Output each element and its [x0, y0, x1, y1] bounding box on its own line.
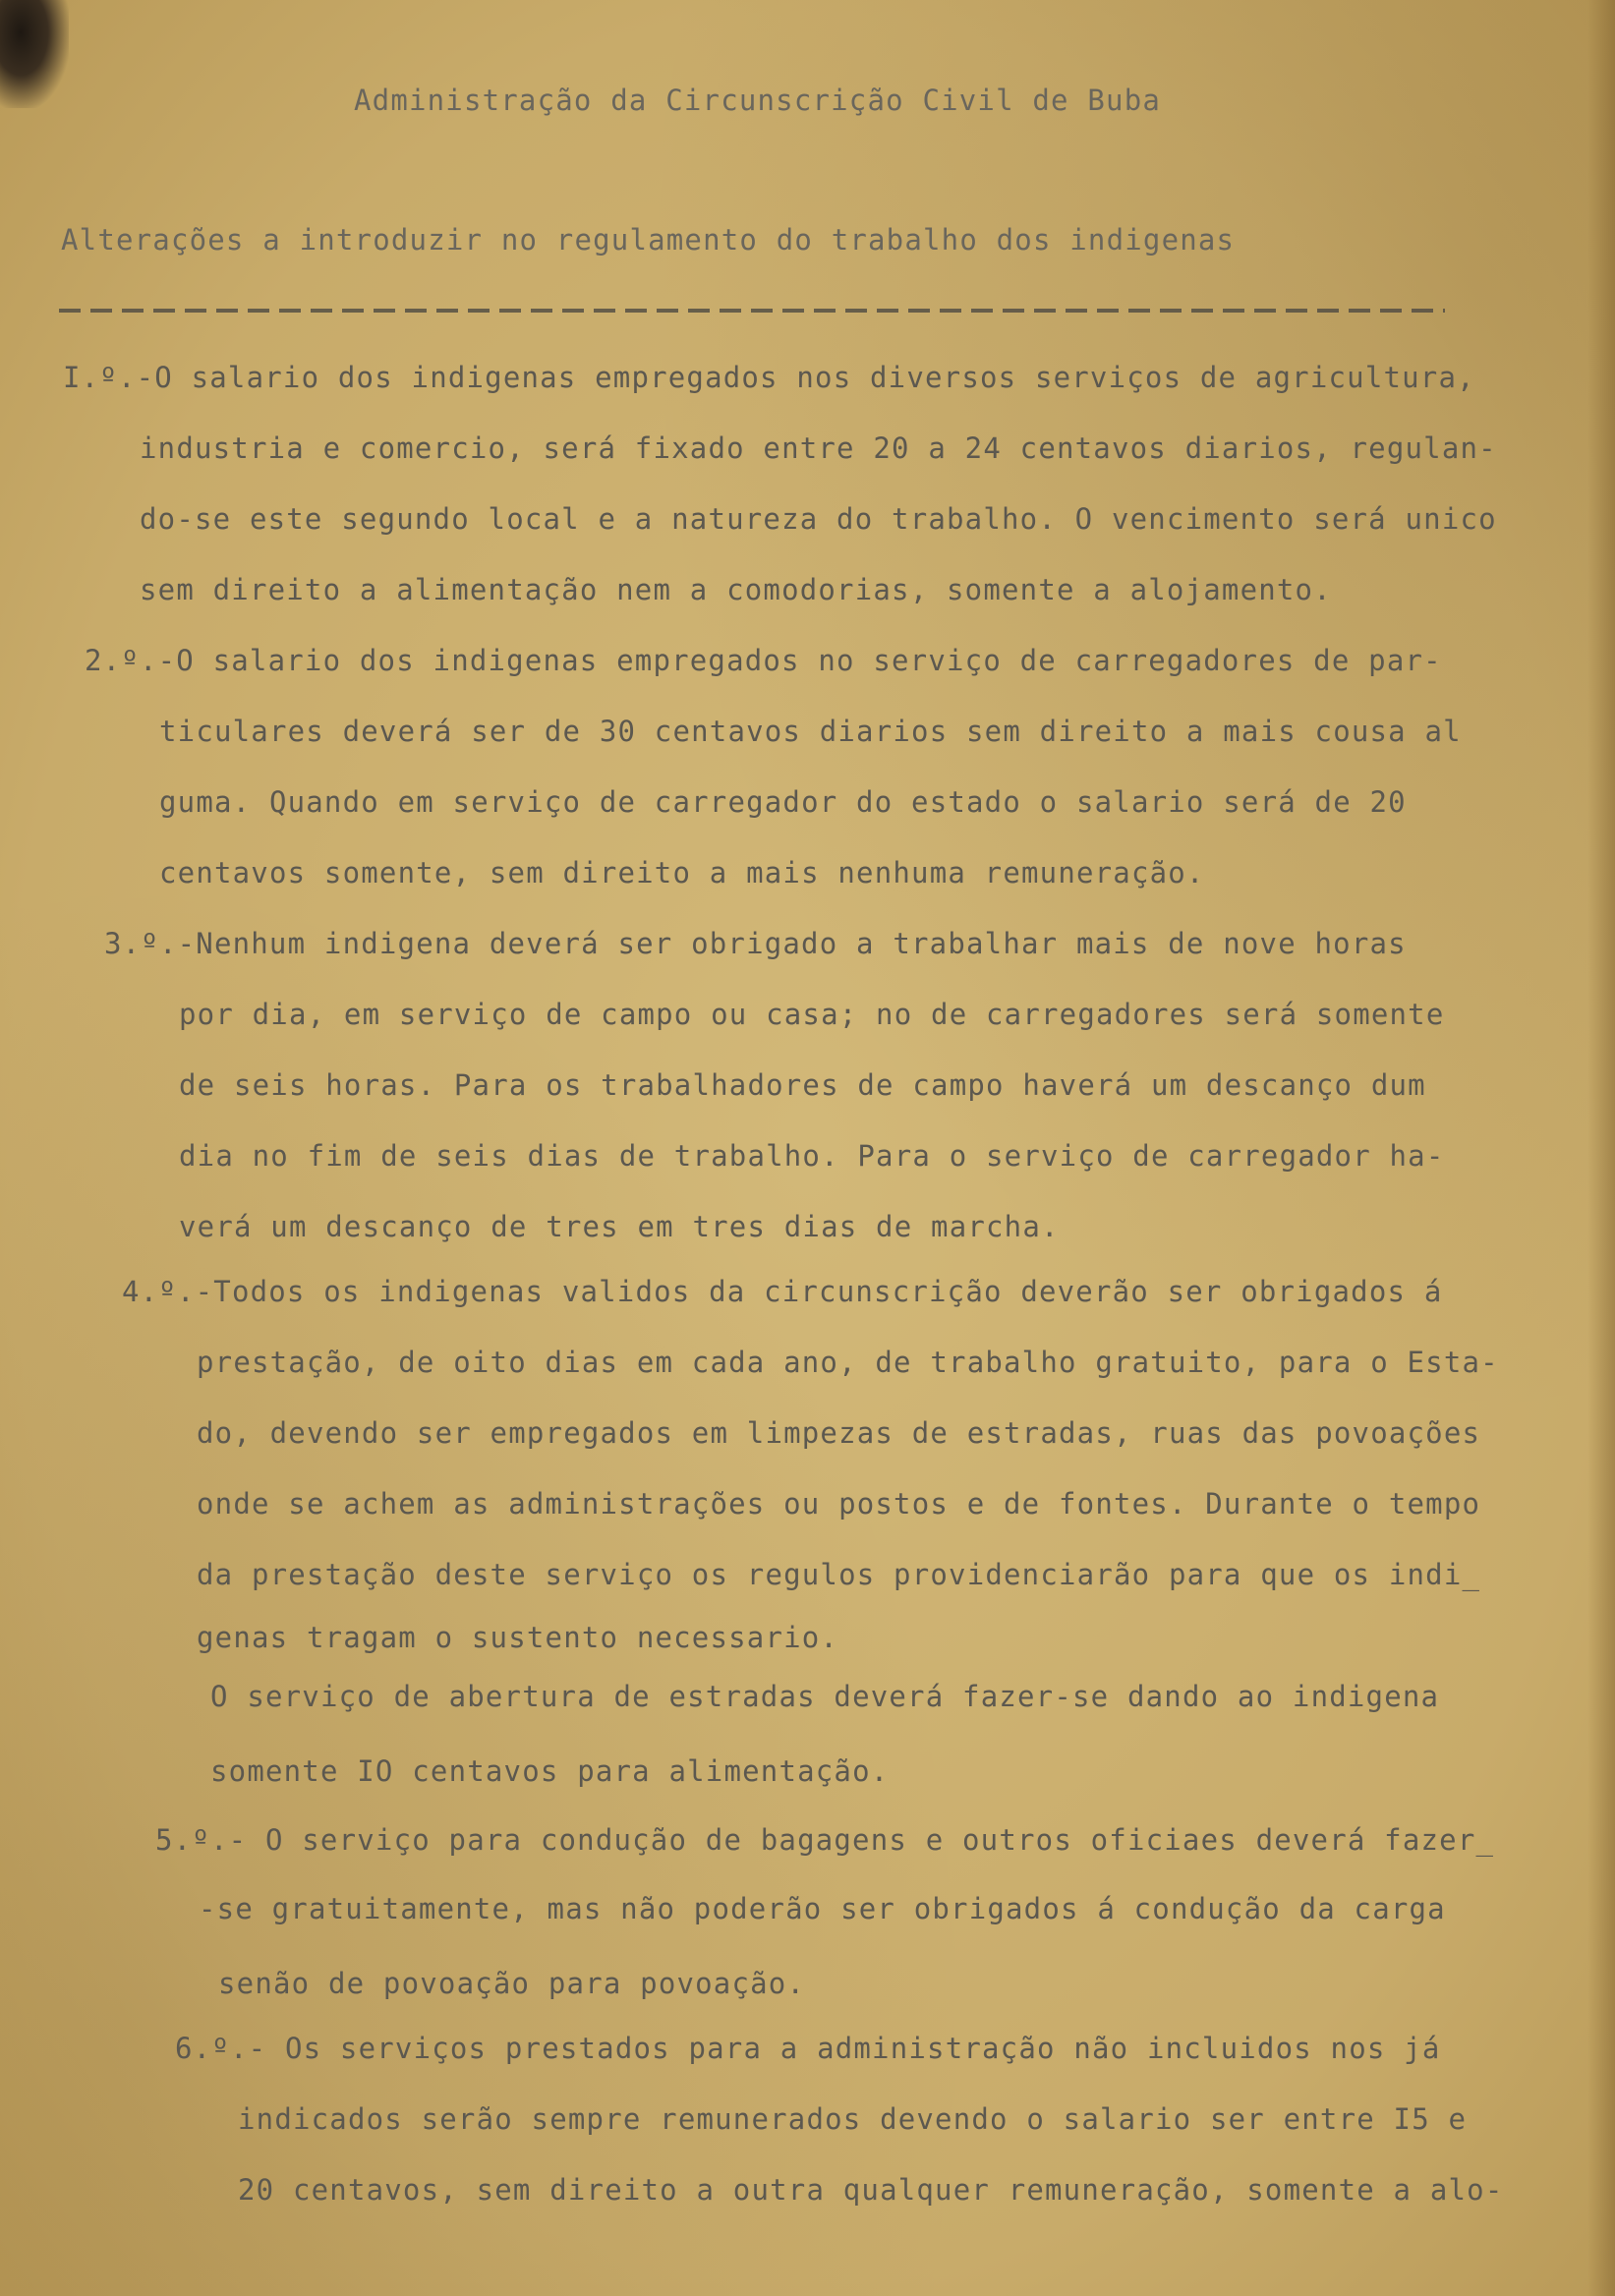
text-line: sem direito a alimentação nem a comodorias, somente a alojamento. [140, 573, 1332, 606]
document-subtitle: Alterações a introduzir no regulamento do trabalho dos indigenas [61, 223, 1236, 257]
text-line: do-se este segundo local e a natureza do trabalho. O vencimento será unico [140, 502, 1497, 536]
text-line: dia no fim de seis dias de trabalho. Para o serviço de carregador ha- [179, 1139, 1445, 1173]
text-line: genas tragam o sustento necessario. [197, 1621, 839, 1654]
text-line: 4.º.-Todos os indigenas validos da circunscrição deverão ser obrigados á [122, 1275, 1443, 1308]
text-line: 3.º.-Nenhum indigena deverá ser obrigado a trabalhar mais de nove horas [104, 927, 1407, 960]
text-line: do, devendo ser empregados em limpezas de estradas, ruas das povoações [197, 1416, 1481, 1450]
text-line: da prestação deste serviço os regulos providenciarão para que os indi_ [197, 1558, 1481, 1591]
text-line: por dia, em serviço de campo ou casa; no de carregadores será somente [179, 998, 1445, 1031]
burn-mark [0, 0, 69, 108]
text-line: guma. Quando em serviço de carregador do estado o salario será de 20 [159, 785, 1407, 819]
text-line: onde se achem as administrações ou postos e de fontes. Durante o tempo [197, 1487, 1481, 1521]
text-line: prestação, de oito dias em cada ano, de trabalho gratuito, para o Esta- [197, 1346, 1499, 1379]
text-line: 5.º.- O serviço para condução de bagagens e outros oficiaes deverá fazer_ [155, 1823, 1495, 1857]
text-line: industria e comercio, será fixado entre 20 a 24 centavos diarios, regulan- [140, 431, 1497, 465]
text-line: 20 centavos, sem direito a outra qualquer remuneração, somente a alo- [238, 2173, 1504, 2207]
document-header: Administração da Circunscrição Civil de Buba [354, 84, 1162, 117]
separator-dashes [59, 305, 1445, 318]
text-line: de seis horas. Para os trabalhadores de campo haverá um descanço dum [179, 1068, 1426, 1102]
text-line: indicados serão sempre remunerados devendo o salario ser entre I5 e [238, 2102, 1468, 2136]
text-line: -se gratuitamente, mas não poderão ser obrigados á condução da carga [199, 1892, 1446, 1925]
text-line: 6.º.- Os serviços prestados para a administração não incluidos nos já [175, 2032, 1441, 2065]
text-line: ticulares deverá ser de 30 centavos diarios sem direito a mais cousa al [159, 715, 1462, 748]
text-line: O serviço de abertura de estradas deverá fazer-se dando ao indigena [210, 1680, 1440, 1713]
paper-edge-shadow [1587, 0, 1615, 2296]
text-line: I.º.-O salario dos indigenas empregados nos diversos serviços de agricultura, [63, 361, 1475, 394]
text-line: somente IO centavos para alimentação. [210, 1754, 890, 1788]
text-line: centavos somente, sem direito a mais nenhuma remuneração. [159, 856, 1205, 890]
text-line: verá um descanço de tres em tres dias de marcha. [179, 1210, 1060, 1243]
text-line: 2.º.-O salario dos indigenas empregados no serviço de carregadores de par- [85, 644, 1442, 677]
text-line: senão de povoação para povoação. [218, 1967, 806, 2000]
